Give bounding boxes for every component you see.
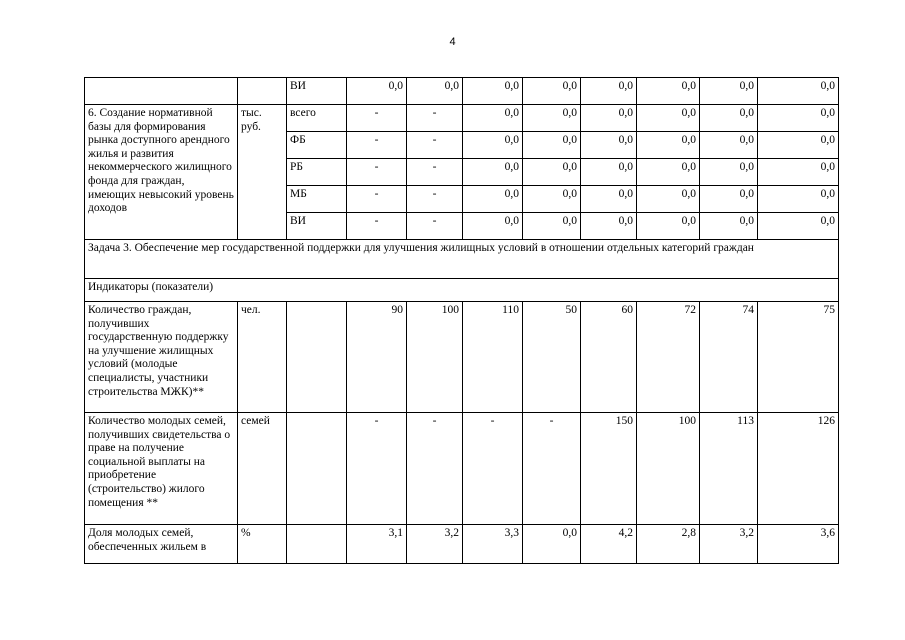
source-cell: всего [287, 105, 347, 132]
value-cell: 100 [407, 302, 463, 413]
source-cell [287, 413, 347, 525]
source-cell: МБ [287, 186, 347, 213]
unit-cell: тыс. руб. [238, 105, 287, 240]
value-cell: - [347, 105, 407, 132]
value-cell: 0,0 [758, 105, 839, 132]
value-cell: 0,0 [463, 132, 523, 159]
value-cell: 0,0 [637, 186, 700, 213]
value-cell: 0,0 [407, 78, 463, 105]
value-cell: - [347, 213, 407, 240]
source-cell: ВИ [287, 78, 347, 105]
task-heading: Задача 3. Обеспечение мер государственной поддержки для улучшения жилищных условий в отношении отдельных категорий граждан [85, 240, 839, 279]
value-cell: - [347, 132, 407, 159]
unit-cell: семей [238, 413, 287, 525]
value-cell: - [407, 213, 463, 240]
value-cell: 90 [347, 302, 407, 413]
value-cell: - [347, 159, 407, 186]
value-cell: 0,0 [637, 132, 700, 159]
value-cell: 3,1 [347, 525, 407, 564]
value-cell: 0,0 [581, 186, 637, 213]
table-row [85, 525, 839, 564]
value-cell: - [523, 413, 581, 525]
value-cell: 3,6 [758, 525, 839, 564]
indicator-label: Количество молодых семей, получивших свидетельства о праве на получение социальной выплаты на приобретение (строительство) жилого помещения ** [85, 413, 238, 525]
table-row [85, 240, 839, 279]
source-cell [287, 302, 347, 413]
indicators-heading: Индикаторы (показатели) [85, 279, 839, 302]
value-cell: 110 [463, 302, 523, 413]
table-row [85, 279, 839, 302]
value-cell: - [407, 132, 463, 159]
value-cell: 0,0 [758, 78, 839, 105]
value-cell: 0,0 [637, 213, 700, 240]
value-cell: 0,0 [463, 159, 523, 186]
value-cell: 0,0 [523, 159, 581, 186]
value-cell: 0,0 [581, 105, 637, 132]
value-cell: 0,0 [637, 105, 700, 132]
value-cell: - [407, 105, 463, 132]
value-cell: 0,0 [581, 159, 637, 186]
label-cell [85, 78, 238, 105]
value-cell: 0,0 [700, 105, 758, 132]
value-cell: 126 [758, 413, 839, 525]
measure-label: 6. Создание нормативной базы для формирования рынка доступного арендного жилья и развития некоммерческого жилищного фонда для граждан, имеющих невысокий уровень доходов [85, 105, 238, 240]
page-number: 4 [449, 36, 456, 48]
value-cell: 0,0 [523, 132, 581, 159]
source-cell: ФБ [287, 132, 347, 159]
value-cell: 0,0 [700, 186, 758, 213]
budget-table [84, 77, 839, 564]
value-cell: 0,0 [463, 186, 523, 213]
value-cell: 113 [700, 413, 758, 525]
value-cell: - [347, 186, 407, 213]
value-cell: 72 [637, 302, 700, 413]
value-cell: 3,2 [700, 525, 758, 564]
value-cell: 0,0 [700, 78, 758, 105]
value-cell: 3,2 [407, 525, 463, 564]
value-cell: - [407, 159, 463, 186]
source-cell: ВИ [287, 213, 347, 240]
value-cell: 50 [523, 302, 581, 413]
value-cell: 0,0 [463, 78, 523, 105]
indicator-label: Количество граждан, получивших государственную поддержку на улучшение жилищных условий (молодые специалисты, участники строительства МЖК)** [85, 302, 238, 413]
value-cell: 0,0 [523, 78, 581, 105]
value-cell: 0,0 [700, 159, 758, 186]
unit-cell [238, 78, 287, 105]
table-row [85, 413, 839, 525]
value-cell: 60 [581, 302, 637, 413]
source-cell: РБ [287, 159, 347, 186]
value-cell: 100 [637, 413, 700, 525]
value-cell: 0,0 [523, 186, 581, 213]
value-cell: - [347, 413, 407, 525]
value-cell: - [407, 186, 463, 213]
value-cell: 0,0 [463, 213, 523, 240]
table-row [85, 302, 839, 413]
table-row [85, 105, 839, 132]
value-cell: 0,0 [758, 159, 839, 186]
value-cell: 0,0 [637, 159, 700, 186]
value-cell: 0,0 [758, 213, 839, 240]
indicator-label: Доля молодых семей, обеспеченных жильем в [85, 525, 238, 564]
value-cell: 2,8 [637, 525, 700, 564]
value-cell: 4,2 [581, 525, 637, 564]
value-cell: - [463, 413, 523, 525]
value-cell: 0,0 [581, 213, 637, 240]
table-row [85, 78, 839, 105]
value-cell: - [407, 413, 463, 525]
value-cell: 0,0 [581, 132, 637, 159]
value-cell: 0,0 [523, 525, 581, 564]
value-cell: 0,0 [700, 213, 758, 240]
unit-cell: % [238, 525, 287, 564]
value-cell: 0,0 [700, 132, 758, 159]
value-cell: 75 [758, 302, 839, 413]
value-cell: 0,0 [758, 186, 839, 213]
unit-cell: чел. [238, 302, 287, 413]
value-cell: 0,0 [523, 105, 581, 132]
value-cell: 0,0 [463, 105, 523, 132]
source-cell [287, 525, 347, 564]
value-cell: 0,0 [523, 213, 581, 240]
value-cell: 0,0 [581, 78, 637, 105]
value-cell: 0,0 [758, 132, 839, 159]
value-cell: 3,3 [463, 525, 523, 564]
value-cell: 150 [581, 413, 637, 525]
value-cell: 0,0 [637, 78, 700, 105]
value-cell: 74 [700, 302, 758, 413]
value-cell: 0,0 [347, 78, 407, 105]
